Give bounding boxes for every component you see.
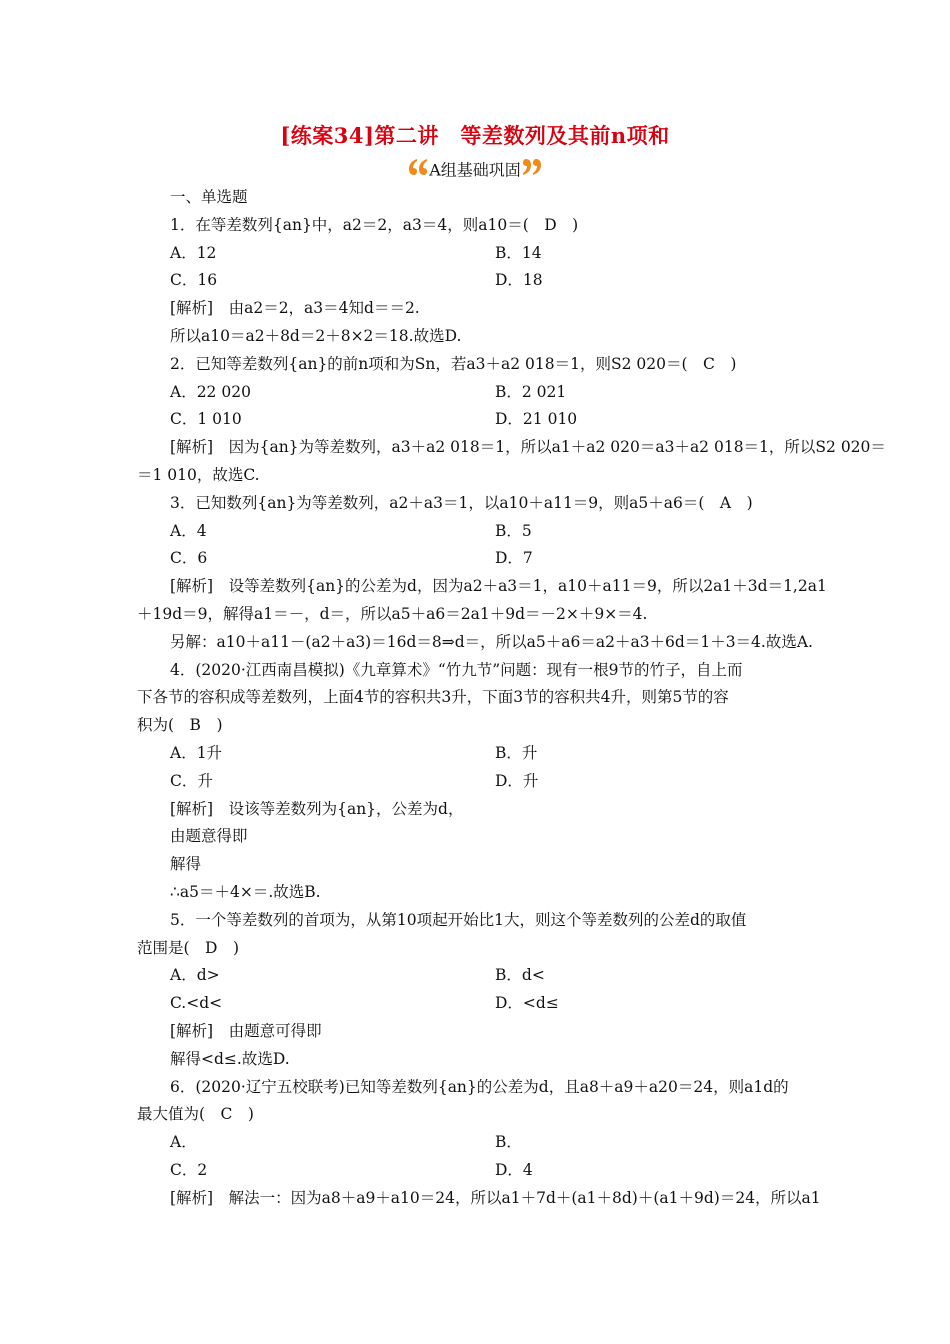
- question-4-options-ab: [137, 740, 817, 768]
- option-b: B．5: [495, 521, 532, 540]
- option-b: B．d<: [495, 966, 545, 985]
- question-1-options-ab: [137, 240, 817, 268]
- question-6-options-cd: [137, 1157, 817, 1185]
- question-6-stem: 6．(2020·辽宁五校联考)已知等差数列{an}的公差为d，且a8＋a9＋a20＝24，则a1d的: [170, 1077, 789, 1096]
- question-5-options-ab: [137, 962, 817, 990]
- option-d: D．21 010: [495, 410, 578, 429]
- option-d: D．<d≤: [495, 994, 559, 1013]
- option-d: D．4: [495, 1160, 533, 1179]
- option-c: C.<d<: [170, 994, 223, 1013]
- option-c: C．2: [170, 1160, 208, 1179]
- option-d: D．升: [495, 771, 539, 790]
- question-4-options-cd: [137, 768, 817, 796]
- question-2-stem: 2．已知等差数列{an}的前n项和为Sn，若a3＋a2 018＝1，则S2 020＝( C ): [170, 354, 737, 373]
- question-5-options-cd: [137, 990, 817, 1018]
- question-3-alt-analysis: 另解：a10＋a11－(a2＋a3)＝16d＝8⇒d＝，所以a5＋a6＝a2＋a3＋6d＝1＋3＝4.故选A.: [170, 632, 813, 651]
- question-4-analysis: [解析] 设该等差数列为{an}，公差为d，: [170, 799, 464, 818]
- question-6-stem-cont: 最大值为( C ): [137, 1105, 254, 1124]
- question-4-stem-end: 积为( B ): [137, 716, 223, 735]
- question-3-analysis-cont: ＋19d＝9，解得a1＝－，d＝，所以a5＋a6＝2a1＋9d＝－2×＋9×＝4.: [137, 604, 648, 623]
- option-a: A．22 020: [170, 382, 251, 401]
- option-b: B．2 021: [495, 382, 567, 401]
- question-4-analysis-4: ∴a5＝＋4×＝.故选B.: [170, 882, 321, 901]
- group-label: A组基础巩固: [429, 160, 521, 180]
- question-1-options-cd: [137, 267, 817, 295]
- option-c: C．1 010: [170, 410, 242, 429]
- question-3-stem: 3．已知数列{an}为等差数列，a2＋a3＝1，以a10＋a11＝9，则a5＋a6＝( A ): [170, 493, 753, 512]
- question-6-options-ab: [137, 1129, 817, 1157]
- group-heading: [0, 157, 950, 181]
- option-c: C．升: [170, 771, 213, 790]
- question-3-analysis: [解析] 设等差数列{an}的公差为d，因为a2＋a3＝1，a10＋a11＝9，所以2a1＋3d＝1,2a1: [170, 577, 827, 596]
- question-4-stem: 4．(2020·江西南昌模拟)《九章算术》“竹九节”问题：现有一根9节的竹子，自上而: [170, 660, 743, 679]
- option-b: B．14: [495, 243, 542, 262]
- option-c: C．6: [170, 549, 208, 568]
- question-4-analysis-3: 解得: [170, 855, 202, 874]
- question-2-analysis: [解析] 因为{an}为等差数列，a3＋a2 018＝1，所以a1＋a2 020＝a3＋a2 018＝1，所以S2 020＝: [170, 438, 886, 457]
- document-body: [137, 184, 886, 1212]
- question-2-options-ab: [137, 379, 817, 407]
- page-title: [练案34]第二讲 等差数列及其前n项和: [280, 123, 670, 148]
- option-a: A．12: [170, 243, 217, 262]
- option-a: A．: [170, 1133, 197, 1152]
- question-6-analysis: [解析] 解法一：因为a8＋a9＋a10＝24，所以a1＋7d＋(a1＋8d)＋(a1＋9d)＝24，所以a1: [170, 1188, 821, 1207]
- question-3-options-ab: [137, 518, 817, 546]
- question-5-stem: 5．一个等差数列的首项为，从第10项起开始比1大，则这个等差数列的公差d的取值: [170, 910, 747, 929]
- option-c: C．16: [170, 271, 218, 290]
- question-4-analysis-2: 由题意得即: [170, 827, 248, 846]
- question-5-stem-cont: 范围是( D ): [137, 938, 240, 957]
- option-a: A．d>: [170, 966, 220, 985]
- question-4-stem-cont: 下各节的容积成等差数列，上面4节的容积共3升，下面3节的容积共4升，则第5节的容: [137, 688, 729, 707]
- question-1-analysis: [解析] 由a2＝2，a3＝4知d＝＝2.: [170, 299, 420, 318]
- question-1-stem: 1．在等差数列{an}中，a2＝2，a3＝4，则a10＝( D ): [170, 215, 579, 234]
- option-a: A．1升: [170, 743, 223, 762]
- question-1-analysis-cont: 所以a10＝a2＋8d＝2＋8×2＝18.故选D.: [170, 326, 462, 345]
- question-5-analysis: [解析] 由题意可得即: [170, 1021, 322, 1040]
- option-b: B．升: [495, 743, 538, 762]
- question-3-options-cd: [137, 545, 817, 573]
- close-quote-icon: [521, 157, 543, 181]
- option-d: D．18: [495, 271, 543, 290]
- option-a: A．4: [170, 521, 207, 540]
- section-heading: 一、单选题: [170, 188, 248, 206]
- option-b: B．: [495, 1133, 522, 1152]
- open-quote-icon: [407, 157, 429, 181]
- question-2-analysis-cont: ＝1 010，故选C.: [137, 465, 260, 484]
- question-2-options-cd: [137, 406, 817, 434]
- question-5-analysis-cont: 解得<d≤.故选D.: [170, 1049, 290, 1068]
- option-d: D．7: [495, 549, 533, 568]
